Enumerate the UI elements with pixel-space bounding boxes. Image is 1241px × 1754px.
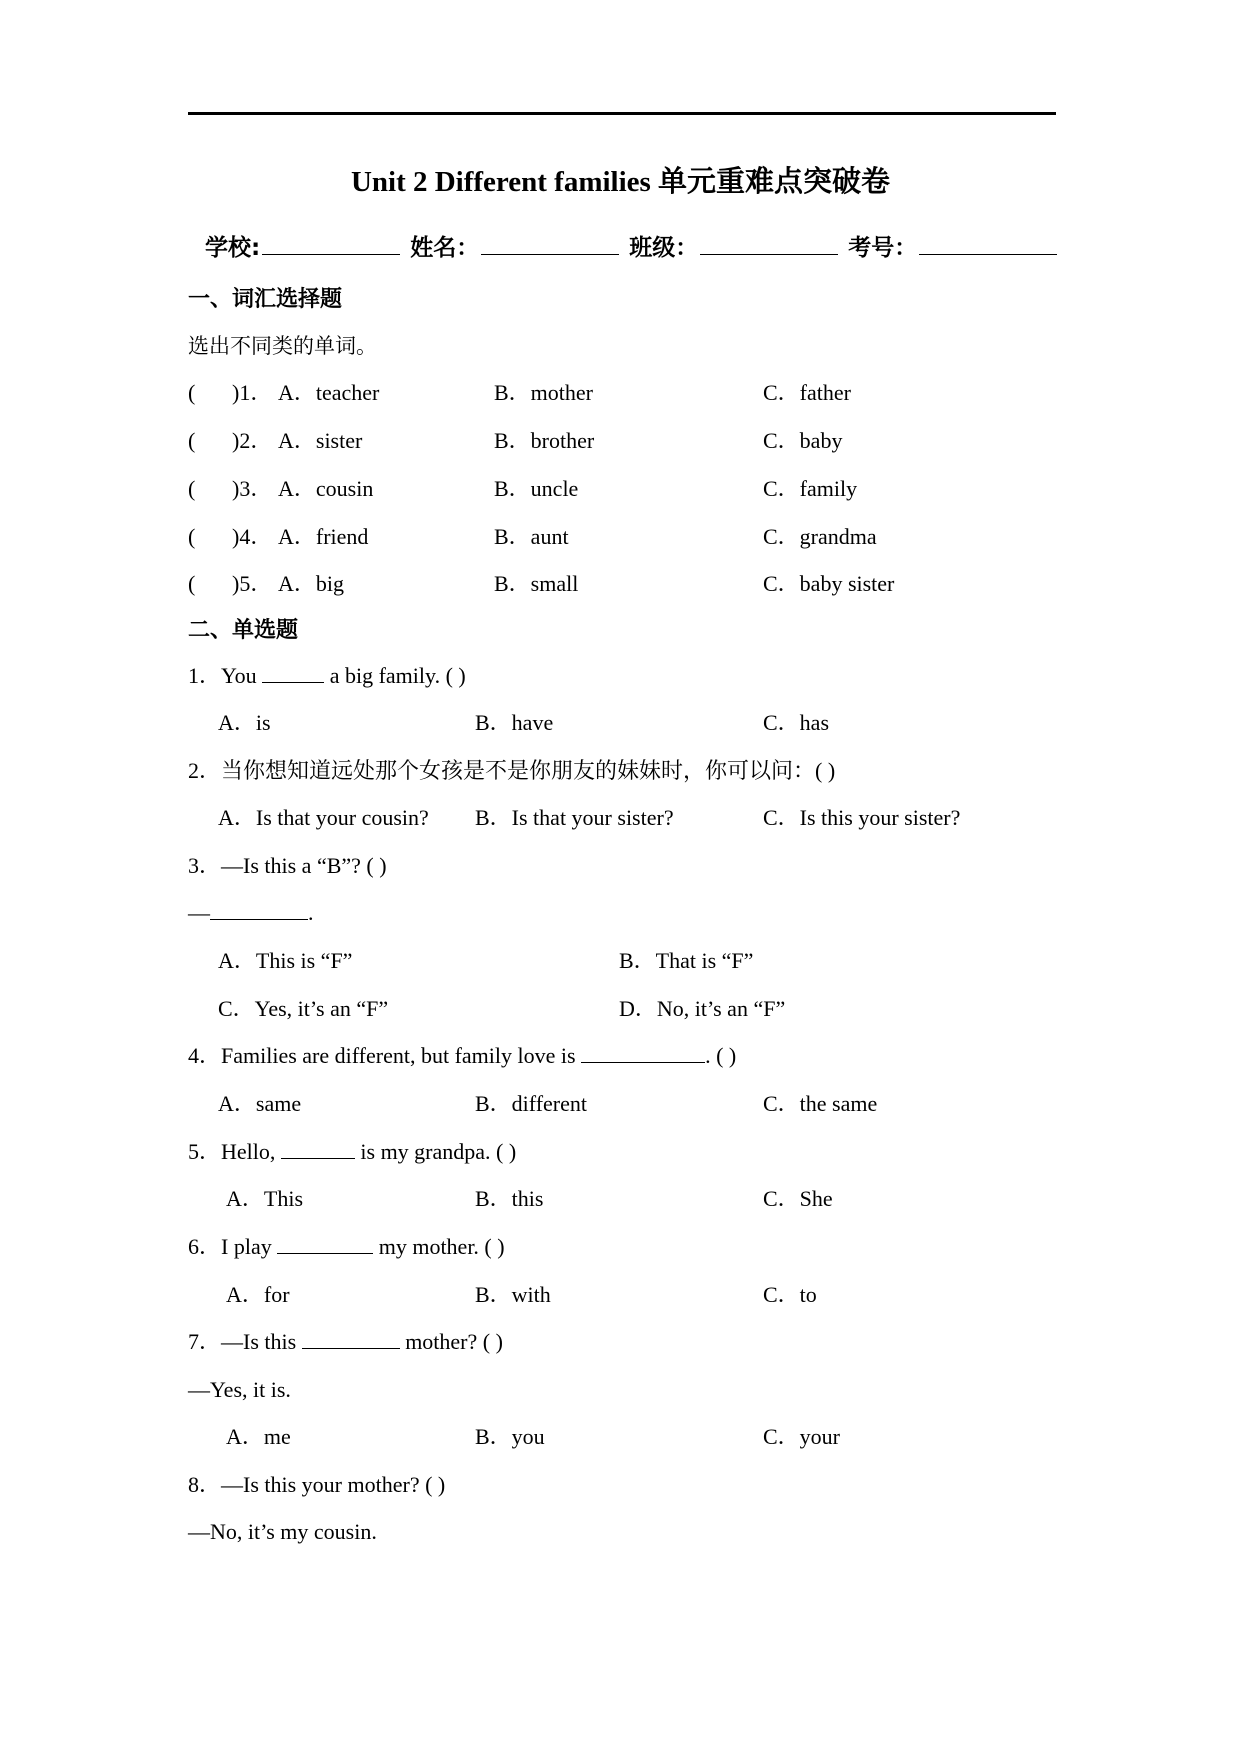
section2-heading: 二、单选题 [188,618,299,643]
q1-option-b[interactable]: B．have [475,710,554,735]
question-number: )2． [232,428,273,453]
question-6-stem [188,1232,505,1262]
option-a[interactable]: A．sister [278,428,363,453]
question-number: )1． [232,380,273,405]
stem-text: mother? ( ) [399,1329,503,1354]
stem-text: 7．—Is this [188,1329,302,1354]
page-title: Unit 2 Different families 单元重难点突破卷 [350,166,891,198]
q4-option-c[interactable]: C．the same [763,1091,878,1116]
section1-heading: 一、词汇选择题 [188,287,343,312]
q1-option-a[interactable]: A．is [218,710,271,735]
q3-option-b[interactable]: B．That is “F” [619,948,754,973]
question-number: )3． [232,476,273,501]
answer-blank[interactable] [302,1330,400,1349]
stem-text: 4．Families are different, but family love is [188,1043,582,1068]
question-4-stem [188,1041,736,1071]
answer-paren[interactable]: ( [188,380,196,405]
period: . [308,900,314,925]
option-b[interactable]: B．uncle [494,476,579,501]
q7-option-b[interactable]: B．you [475,1424,545,1449]
question-8-reply: —No, it’s my cousin. [188,1519,377,1544]
name-field[interactable] [481,232,619,255]
option-a[interactable]: A．teacher [278,380,380,405]
school-field[interactable] [262,232,400,255]
stem-text: . ( ) [705,1043,737,1068]
option-a[interactable]: A．cousin [278,476,374,501]
question-2-stem: 2．当你想知道远处那个女孩是不是你朋友的妹妹时，你可以问：( ) [188,758,836,783]
option-a[interactable]: A．big [278,571,345,596]
answer-blank[interactable] [281,1140,355,1159]
stem-text: a big family. ( ) [324,663,466,688]
option-b[interactable]: B．small [494,571,579,596]
stem-text: 1．You [188,663,263,688]
stem-text: is my grandpa. ( ) [354,1139,517,1164]
exam-number-field[interactable] [919,232,1057,255]
option-c[interactable]: C．grandma [763,524,877,549]
class-label: 班级： [629,235,699,261]
class-field[interactable] [700,232,838,255]
option-c[interactable]: C．family [763,476,858,501]
header-rule [188,112,1056,115]
question-1-stem [188,661,466,691]
answer-blank[interactable] [262,664,324,683]
q6-option-a[interactable]: A．for [226,1282,290,1307]
question-7-reply: —Yes, it is. [188,1377,291,1402]
option-a[interactable]: A．friend [278,524,369,549]
option-c[interactable]: C．father [763,380,851,405]
name-label: 姓名： [410,235,480,261]
option-c[interactable]: C．baby [763,428,843,453]
question-5-stem [188,1137,516,1167]
student-info-line [205,232,1059,264]
exam-number-label: 考号： [848,235,918,261]
question-8-stem: 8．—Is this your mother? ( ) [188,1472,446,1497]
question-7-stem [188,1327,503,1357]
section1-instruction: 选出不同类的单词。 [188,334,377,358]
stem-text: my mother. ( ) [373,1234,505,1259]
q5-option-a[interactable]: A．This [226,1186,304,1211]
question-number: )4． [232,524,273,549]
option-b[interactable]: B．brother [494,428,595,453]
answer-paren[interactable]: ( [188,524,196,549]
q1-option-c[interactable]: C．has [763,710,830,735]
answer-blank[interactable] [581,1044,705,1063]
q6-option-c[interactable]: C．to [763,1282,817,1307]
q5-option-b[interactable]: B．this [475,1186,544,1211]
option-b[interactable]: B．mother [494,380,593,405]
answer-paren[interactable]: ( [188,476,196,501]
answer-blank[interactable] [210,901,308,920]
q4-option-a[interactable]: A．same [218,1091,302,1116]
q2-option-c[interactable]: C．Is this your sister? [763,805,961,830]
q3-option-c[interactable]: C．Yes, it’s an “F” [218,996,389,1021]
q3-option-d[interactable]: D．No, it’s an “F” [619,996,786,1021]
dash: — [188,900,210,925]
q2-option-b[interactable]: B．Is that your sister? [475,805,674,830]
option-b[interactable]: B．aunt [494,524,569,549]
q3-option-a[interactable]: A．This is “F” [218,948,353,973]
question-number: )5． [232,571,273,596]
q2-option-a[interactable]: A．Is that your cousin? [218,805,429,830]
stem-text: 6．I play [188,1234,278,1259]
q5-option-c[interactable]: C．She [763,1186,833,1211]
answer-paren[interactable]: ( [188,428,196,453]
stem-text: 5．Hello, [188,1139,281,1164]
school-label: 学校: [205,235,261,261]
q4-option-b[interactable]: B．different [475,1091,588,1116]
q7-option-a[interactable]: A．me [226,1424,291,1449]
q7-option-c[interactable]: C．your [763,1424,841,1449]
answer-blank[interactable] [277,1235,373,1254]
answer-paren[interactable]: ( [188,571,196,596]
q6-option-b[interactable]: B．with [475,1282,551,1307]
question-3-reply [188,898,314,928]
option-c[interactable]: C．baby sister [763,571,895,596]
question-3-stem: 3．—Is this a “B”? ( ) [188,853,387,878]
